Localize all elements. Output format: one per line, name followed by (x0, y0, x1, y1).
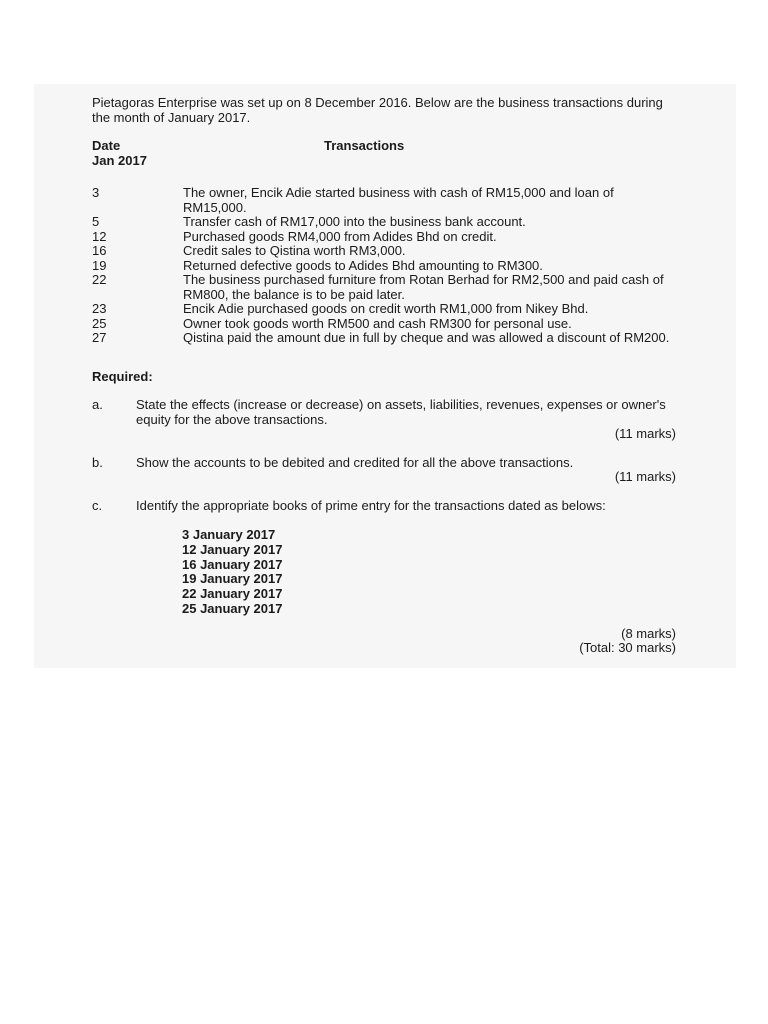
transaction-day: 5 (92, 214, 100, 229)
transaction-day: 16 (92, 243, 107, 258)
transaction-text: The business purchased furniture from Rotan Berhad for RM2,500 and paid cash of RM800, the balance is to be paid later. (183, 272, 664, 302)
transaction-row (92, 273, 676, 302)
table-header (92, 139, 676, 171)
question-text: Show the accounts to be debited and credited for all the above transactions. (136, 454, 574, 470)
transaction-day: 27 (92, 330, 107, 345)
transaction-row (92, 244, 676, 259)
question-body (136, 456, 676, 485)
transaction-text: Encik Adie purchased goods on credit worth RM1,000 from Nikey Bhd. (183, 301, 589, 316)
document-content (92, 96, 676, 656)
transaction-text: Returned defective goods to Adides Bhd amounting to RM300. (183, 257, 543, 273)
date-column-header (92, 139, 147, 168)
transaction-day: 12 (92, 228, 107, 244)
transaction-day: 23 (92, 301, 107, 316)
transaction-row (92, 317, 676, 332)
transactions-column-header: Transactions (324, 138, 405, 153)
intro-paragraph: Pietagoras Enterprise was set up on 8 December 2016. Below are the business transactions during the month of January 2017. (92, 95, 663, 125)
date-label: Date (92, 138, 121, 153)
transaction-text: Qistina paid the amount due in full by cheque and was allowed a discount of RM200. (183, 330, 670, 345)
transaction-day: 25 (92, 315, 107, 331)
question-text: State the effects (increase or decrease) on assets, liabilities, revenues, expenses or owner's equity for the above transactions. (136, 397, 666, 427)
transaction-row (92, 186, 676, 215)
transaction-day: 19 (92, 257, 107, 273)
transaction-row (92, 215, 676, 230)
transaction-text: Owner took goods worth RM500 and cash RM300 for personal use. (183, 315, 572, 331)
date-item: 19 January 2017 (182, 571, 283, 587)
question-c (92, 499, 676, 514)
transaction-day: 22 (92, 272, 107, 287)
date-item: 12 January 2017 (182, 541, 283, 557)
dates-list (182, 528, 676, 617)
required-heading: Required: (92, 368, 153, 384)
question-letter: a. (92, 397, 103, 412)
month-label: Jan 2017 (92, 152, 147, 168)
question-marks: (11 marks) (614, 469, 676, 484)
total-marks: (Total: 30 marks) (579, 640, 676, 656)
transaction-text: Credit sales to Qistina worth RM3,000. (183, 243, 406, 258)
transaction-row (92, 331, 676, 346)
transaction-day: 3 (92, 185, 100, 200)
question-letter: b. (92, 454, 103, 470)
transactions-list (92, 186, 676, 346)
transaction-text: Purchased goods RM4,000 from Adides Bhd on credit. (183, 228, 497, 244)
transaction-text: Transfer cash of RM17,000 into the business bank account. (183, 214, 526, 229)
date-item: 25 January 2017 (182, 600, 283, 616)
transaction-text: The owner, Encik Adie started business with cash of RM15,000 and loan of RM15,000. (183, 185, 614, 215)
date-item: 22 January 2017 (182, 586, 283, 602)
marks-summary (92, 627, 676, 656)
question-a (92, 398, 676, 442)
question-body (136, 398, 676, 442)
transaction-row (92, 230, 676, 245)
transaction-row (92, 259, 676, 274)
transaction-row (92, 302, 676, 317)
question-c-marks: (8 marks) (621, 625, 676, 641)
date-item: 16 January 2017 (182, 556, 283, 572)
question-text: Identify the appropriate books of prime entry for the transactions dated as belows: (136, 497, 606, 513)
question-body (136, 499, 676, 514)
question-marks: (11 marks) (614, 426, 676, 441)
date-item: 3 January 2017 (182, 527, 276, 542)
question-b (92, 456, 676, 485)
question-letter: c. (92, 497, 103, 513)
